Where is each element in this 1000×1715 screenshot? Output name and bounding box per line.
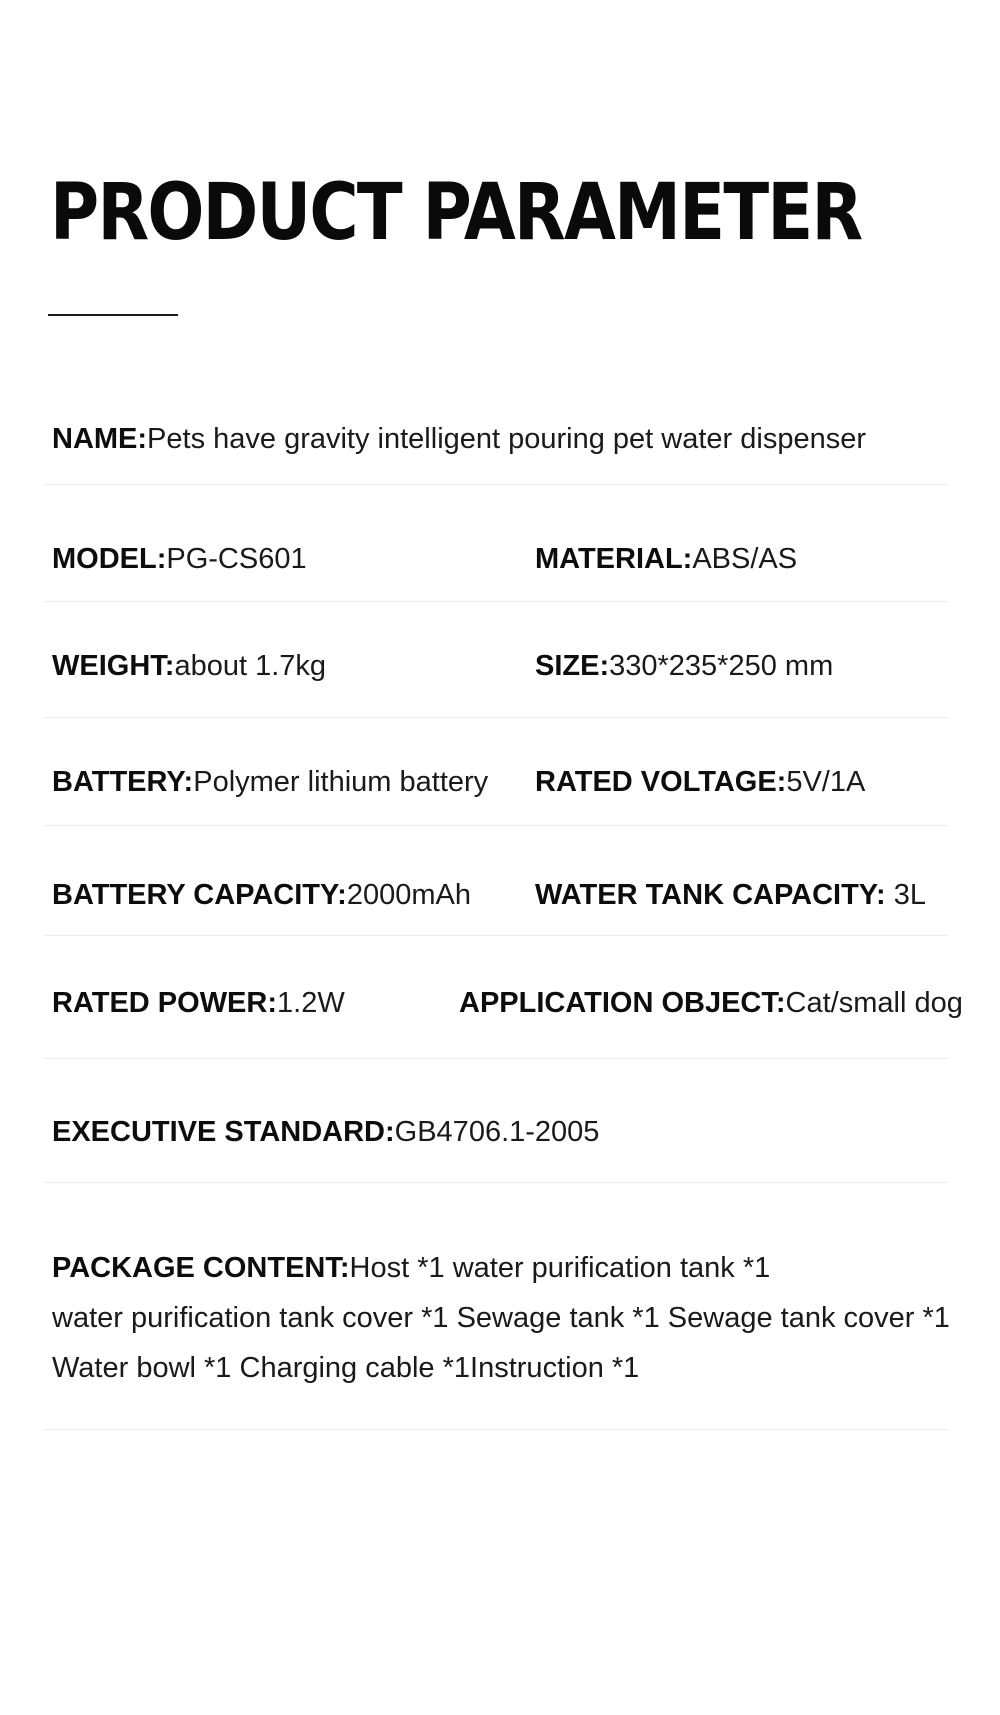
divider <box>44 935 948 936</box>
param-executive-standard-label: EXECUTIVE STANDARD: <box>52 1116 395 1148</box>
param-model-label: MODEL: <box>52 543 167 575</box>
param-battery <box>52 763 488 801</box>
param-material-label: MATERIAL: <box>535 543 693 575</box>
param-water-tank-capacity <box>535 876 926 914</box>
param-water-tank-capacity-label: WATER TANK CAPACITY: <box>535 879 886 911</box>
param-rated-voltage-value: 5V/1A <box>786 766 866 798</box>
divider <box>44 1182 948 1183</box>
param-application-object <box>459 984 963 1022</box>
divider <box>44 484 948 485</box>
param-battery-label: BATTERY: <box>52 766 194 798</box>
param-size <box>535 647 833 685</box>
package-line <box>52 1293 950 1343</box>
param-rated-voltage-label: RATED VOLTAGE: <box>535 766 787 798</box>
param-model-value: PG-CS601 <box>166 543 307 575</box>
package-line-text: Water bowl *1 Charging cable *1Instruction *1 <box>52 1352 640 1384</box>
param-size-label: SIZE: <box>535 650 610 682</box>
param-model <box>52 540 307 578</box>
divider <box>44 601 948 602</box>
param-size-value: 330*235*250 mm <box>609 650 834 682</box>
param-application-object-value: Cat/small dog <box>785 987 963 1019</box>
param-weight-value: about 1.7kg <box>174 650 327 682</box>
param-battery-capacity <box>52 876 471 914</box>
param-weight-label: WEIGHT: <box>52 650 175 682</box>
param-weight <box>52 647 326 685</box>
param-package-content <box>52 1243 950 1393</box>
divider <box>44 1429 948 1430</box>
param-application-object-label: APPLICATION OBJECT: <box>459 987 786 1019</box>
param-battery-value: Polymer lithium battery <box>193 766 489 798</box>
param-executive-standard-value: GB4706.1-2005 <box>394 1116 600 1148</box>
divider <box>44 825 948 826</box>
param-material-value: ABS/AS <box>692 543 798 575</box>
page-title: PRODUCT PARAMETER <box>50 168 862 258</box>
param-battery-capacity-value: 2000mAh <box>346 879 471 911</box>
package-line-text: Host *1 water purification tank *1 <box>349 1252 771 1284</box>
param-executive-standard <box>52 1113 599 1151</box>
param-rated-power-value: 1.2W <box>277 987 345 1019</box>
param-water-tank-capacity-value: 3L <box>885 879 926 911</box>
package-line <box>52 1243 950 1293</box>
param-name-value: Pets have gravity intelligent pouring pet water dispenser <box>147 423 867 455</box>
param-name-label: NAME: <box>52 423 148 455</box>
divider <box>44 1058 948 1059</box>
package-line <box>52 1343 950 1393</box>
divider <box>44 717 948 718</box>
param-material <box>535 540 797 578</box>
param-rated-power-label: RATED POWER: <box>52 987 278 1019</box>
param-rated-voltage <box>535 763 865 801</box>
package-line-text: water purification tank cover *1 Sewage tank *1 Sewage tank cover *1 <box>52 1302 950 1334</box>
param-package-label: PACKAGE CONTENT: <box>52 1252 350 1284</box>
title-underline <box>48 314 178 316</box>
param-name <box>52 420 866 458</box>
param-battery-capacity-label: BATTERY CAPACITY: <box>52 879 347 911</box>
param-rated-power <box>52 984 345 1022</box>
